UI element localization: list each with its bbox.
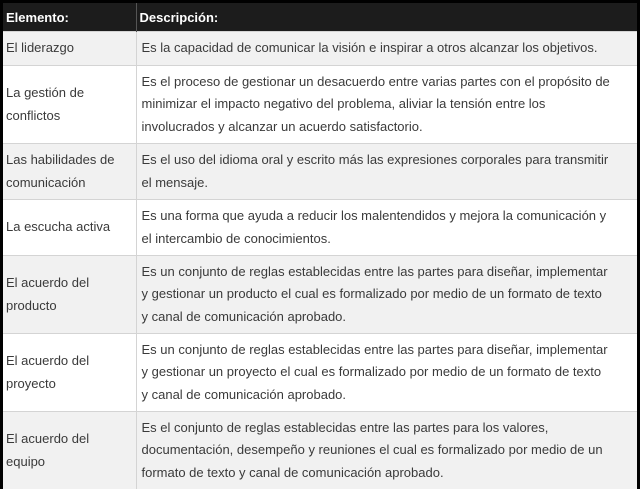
element-cell [3,200,136,256]
description-cell [136,144,637,200]
element-name: La escucha activa [6,219,110,234]
table-row [3,412,637,489]
element-cell [3,256,136,334]
description-cell [136,334,637,412]
description-cell [136,412,637,489]
description-line: Es un conjunto de reglas establecidas entre las partes para diseñar, implementar [142,342,608,357]
elements-table [3,3,637,489]
description-cell [136,32,637,66]
element-name: El liderazgo [6,40,74,55]
table-row [3,256,637,334]
element-line: comunicación [6,175,86,190]
table-row [3,334,637,412]
description-line: formato de texto y canal de comunicación aprobado. [142,465,444,480]
description-line: Es el conjunto de reglas establecidas entre las partes para los valores, [142,420,549,435]
element-cell [3,334,136,412]
header-descripcion: Descripción: [136,3,637,32]
description-line: Es la capacidad de comunicar la visión e inspirar a otros alcanzar los objetivos. [142,40,598,55]
description-cell [136,66,637,144]
description-line: y canal de comunicación aprobado. [142,387,347,402]
description-line: Es el proceso de gestionar un desacuerdo entre varias partes con el propósito de [142,74,610,89]
description-line: minimizar el impacto negativo del problema, aliviar la tensión entre los [142,96,546,111]
element-cell [3,144,136,200]
description-line: documentación, desempeño y reuniones el cual es formalizado por medio de un [142,442,603,457]
description-line: involucrados y alcanzar un acuerdo satisfactorio. [142,119,423,134]
description-line: y gestionar un producto el cual es formalizado por medio de un formato de texto [142,286,602,301]
table-header-row [3,3,637,32]
description-cell [136,200,637,256]
element-line: producto [6,298,57,313]
element-line: El acuerdo del [6,431,89,446]
element-line: Las habilidades de [6,152,114,167]
element-line: La gestión de [6,85,84,100]
description-line: Es un conjunto de reglas establecidas entre las partes para diseñar, implementar [142,264,608,279]
description-line: y gestionar un proyecto el cual es formalizado por medio de un formato de texto [142,364,602,379]
table-row [3,200,637,256]
description-line: el intercambio de conocimientos. [142,231,331,246]
element-cell [3,66,136,144]
description-line: y canal de comunicación aprobado. [142,309,347,324]
table-row [3,32,637,66]
element-line: proyecto [6,376,56,391]
description-line: Es el uso del idioma oral y escrito más las expresiones corporales para transmitir [142,152,609,167]
description-line: Es una forma que ayuda a reducir los malentendidos y mejora la comunicación y [142,208,607,223]
element-line: equipo [6,454,45,469]
element-cell [3,32,136,66]
element-line: conflictos [6,108,60,123]
description-cell [136,256,637,334]
description-line: el mensaje. [142,175,208,190]
element-cell [3,412,136,489]
element-line: El acuerdo del [6,275,89,290]
table-row [3,144,637,200]
element-line: El acuerdo del [6,353,89,368]
header-elemento: Elemento: [3,3,136,32]
table-row [3,66,637,144]
